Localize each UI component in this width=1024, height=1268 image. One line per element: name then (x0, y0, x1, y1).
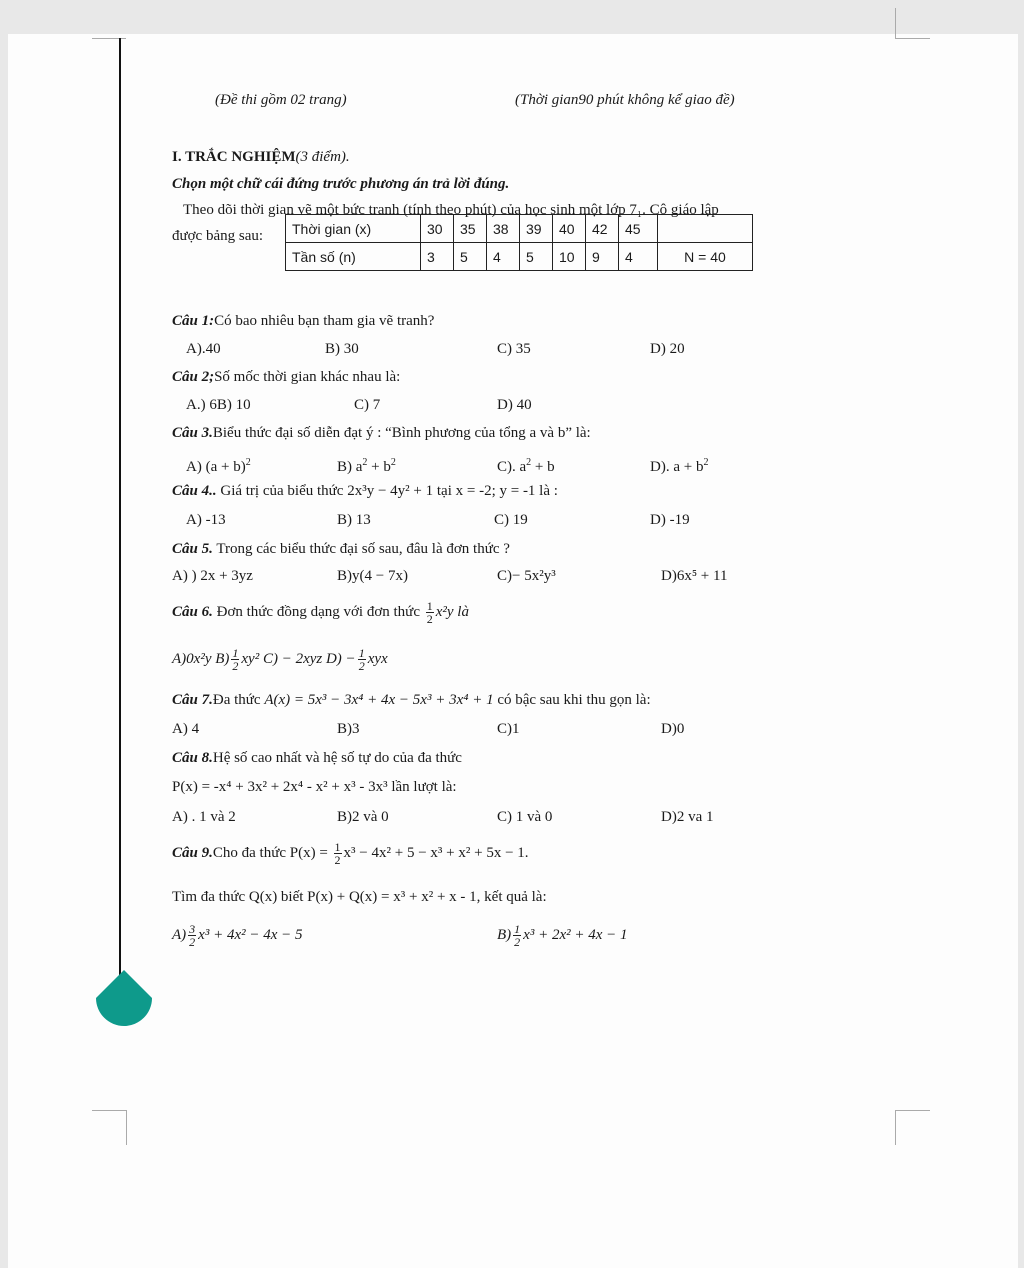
q3-option-b[interactable]: B) $a^2 + b^2$ (337, 457, 396, 475)
text-selection-line (119, 38, 121, 1018)
q5-option-d[interactable]: D)6x⁵ + 11 (661, 568, 728, 584)
q5-option-c[interactable]: C)− 5x²y³ (497, 568, 556, 584)
page-count-note: (Đề thi gồm 02 trang) (215, 92, 347, 108)
question-4: Câu 4.. Giá trị của biểu thức 2x³y − 4y² + 1 tại x = -2; y = -1 là : (172, 483, 558, 499)
q3-option-a[interactable]: A) $(a + b)^2$ (186, 457, 251, 475)
question-3: Câu 3.Biểu thức đại số diễn đạt ý : “Bình phương của tổng a và b” là: (172, 425, 591, 441)
crop-mark-bottom-left (92, 1110, 127, 1145)
q8-option-a[interactable]: A) . 1 và 2 (172, 809, 236, 825)
instruction: Chọn một chữ cái đứng trước phương án trả lời đúng. (172, 176, 510, 192)
q4-option-c[interactable]: C) 19 (494, 512, 528, 528)
crop-mark-bottom-right (895, 1110, 930, 1145)
frequency-table (285, 214, 753, 271)
question-8: Câu 8.Hệ số cao nhất và hệ số tự do của đa thức (172, 750, 462, 766)
q9-option-b[interactable]: B) $\frac{1}{2}$ x³ + 2x² + 4x − 1 (497, 922, 628, 950)
intro-line-2: được bảng sau: (172, 228, 264, 244)
intro-line-1: Theo dõi thời gian vẽ một bức tranh (tính theo phút) của học sinh một lớp 7₁. Cô giáo lập (183, 202, 719, 218)
crop-mark-top-right (895, 8, 930, 39)
q5-option-b[interactable]: B)y(4 − 7x) (337, 568, 408, 584)
question-6: Câu 6. Đơn thức đồng dạng với đơn thức $\frac{1}{2}$ x²y là (172, 599, 469, 627)
q9-option-a[interactable]: A) $\frac{3}{2}$ x³ + 4x² − 4x − 5 (172, 922, 303, 950)
question-9: Câu 9.Cho đa thức P(x) = $\frac{1}{2}$ x³ − 4x² + 5 − x³ + x² + 5x − 1. (172, 840, 529, 868)
q2-option-d[interactable]: D) 40 (497, 397, 532, 413)
q2-option-c[interactable]: C) 7 (354, 397, 381, 413)
q7-option-b[interactable]: B)3 (337, 721, 360, 737)
q7-option-d[interactable]: D)0 (661, 721, 685, 737)
selection-handle-icon[interactable] (96, 970, 152, 1026)
q8-option-b[interactable]: B)2 và 0 (337, 809, 389, 825)
q3-option-c[interactable]: C). $a^2 + b$ (497, 457, 555, 475)
q8-option-c[interactable]: C) 1 và 0 (497, 809, 553, 825)
table-row: Tần số (n) 3 5 4 5 10 9 4 N = 40 (286, 243, 753, 271)
q1-option-a[interactable]: A).40 (186, 341, 221, 357)
q1-option-d[interactable]: D) 20 (650, 341, 685, 357)
q8-option-d[interactable]: D)2 va 1 (661, 809, 714, 825)
q1-option-c[interactable]: C) 35 (497, 341, 531, 357)
section-title: I. TRẮC NGHIỆM(3 điểm). (172, 149, 350, 165)
time-note: (Thời gian90 phút không kể giao đề) (515, 92, 735, 108)
q4-option-a[interactable]: A) -13 (186, 512, 226, 528)
table-row: Thời gian (x) 30 35 38 39 40 42 45 (286, 215, 753, 243)
q5-option-a[interactable]: A) ) 2x + 3yz (172, 568, 253, 584)
q1-option-b[interactable]: B) 30 (325, 341, 359, 357)
q8-expression: P(x) = -x⁴ + 3x² + 2x⁴ - x² + x³ - 3x³ lần lượt là: (172, 779, 457, 795)
question-2: Câu 2;Số mốc thời gian khác nhau là: (172, 369, 401, 385)
q9-line-2: Tìm đa thức Q(x) biết P(x) + Q(x) = x³ + x² + x - 1, kết quả là: (172, 889, 547, 905)
question-5: Câu 5. Trong các biểu thức đại số sau, đâu là đơn thức ? (172, 541, 510, 557)
q4-option-b[interactable]: B) 13 (337, 512, 371, 528)
question-7: Câu 7.Đa thức A(x) = 5x³ − 3x⁴ + 4x − 5x³ + 3x⁴ + 1 có bậc sau khi thu gọn là: (172, 692, 651, 708)
q7-option-c[interactable]: C)1 (497, 721, 520, 737)
q7-option-a[interactable]: A) 4 (172, 721, 200, 737)
q4-option-d[interactable]: D) -19 (650, 512, 690, 528)
question-1: Câu 1:Có bao nhiêu bạn tham gia vẽ tranh? (172, 313, 435, 329)
q2-option-ab[interactable]: A.) 6B) 10 (186, 397, 251, 413)
q6-options[interactable]: A)0x²y B) $\frac{1}{2}$ xy² C) − 2xyz D) − $\frac{1}{2}$ xyx (172, 646, 388, 674)
q3-option-d[interactable]: D). $a + b^2$ (650, 457, 709, 475)
